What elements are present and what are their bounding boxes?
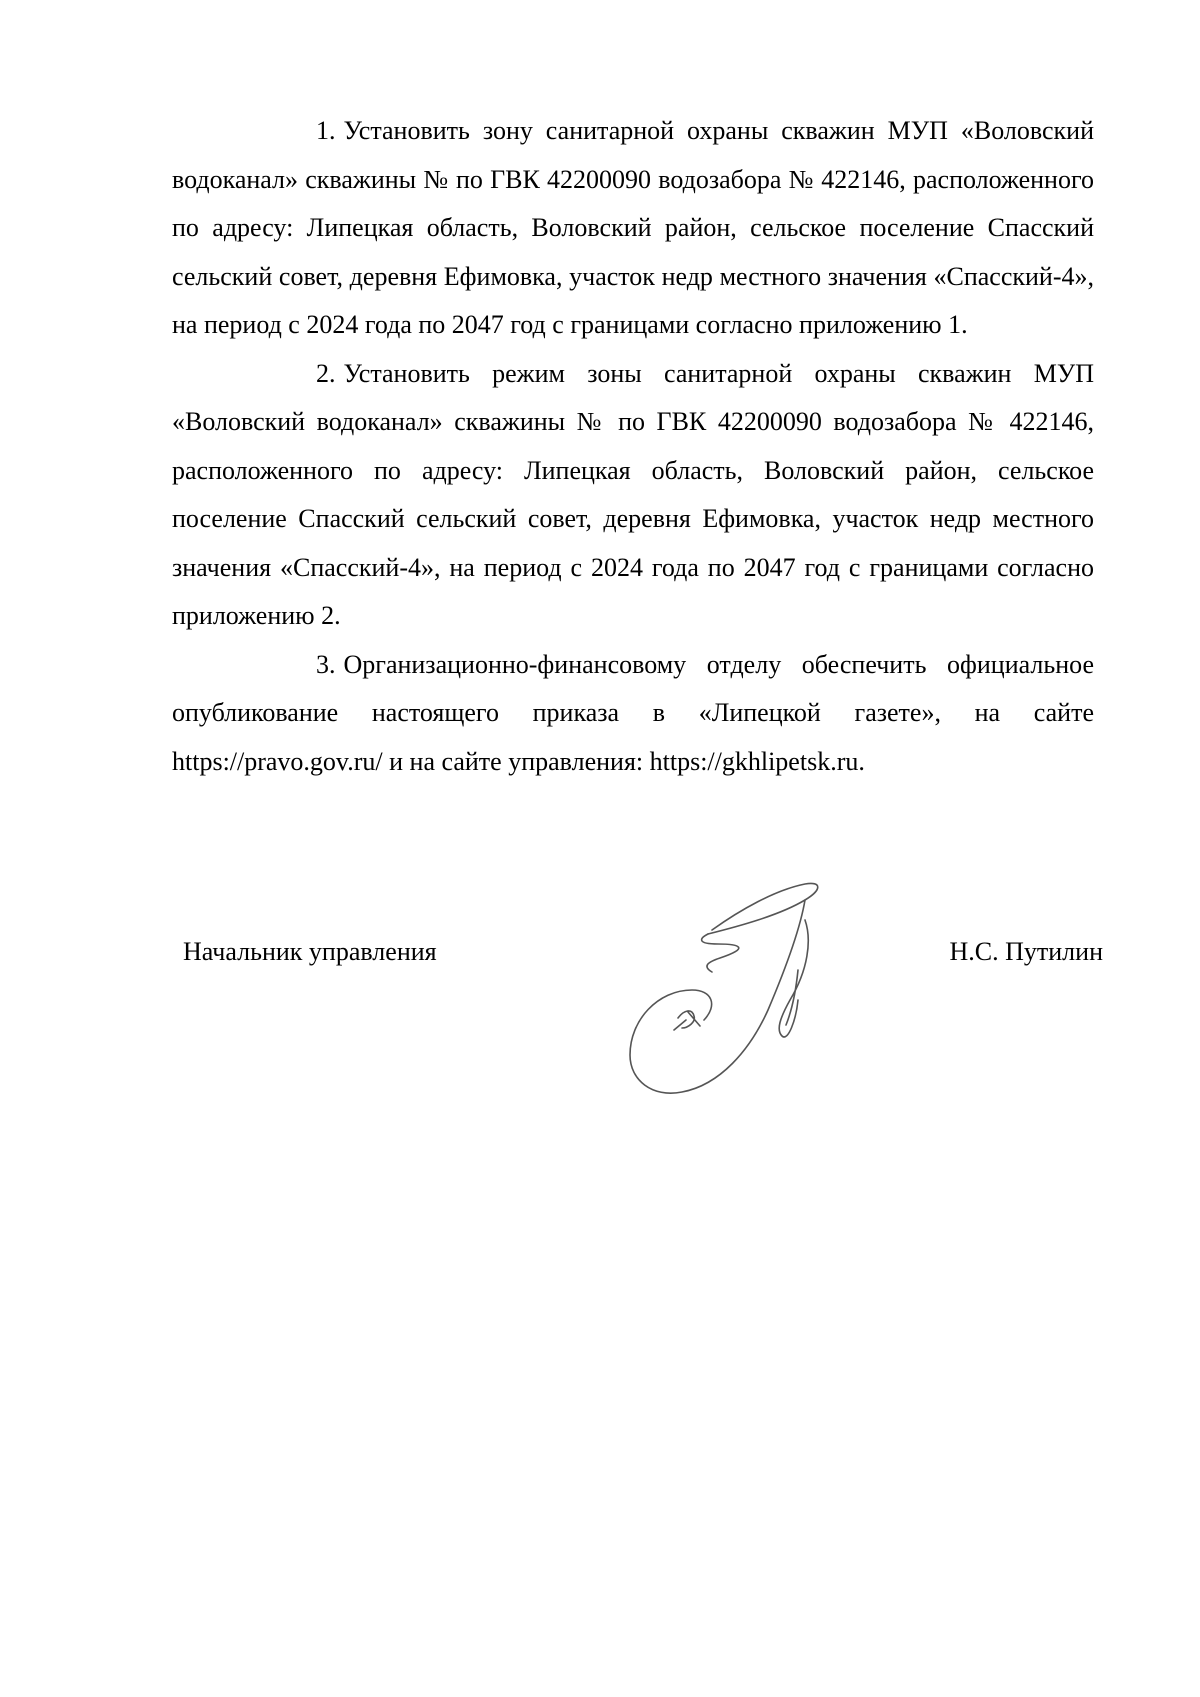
handwritten-signature-icon <box>600 860 840 1130</box>
signatory-name: Н.С. Путилин <box>949 937 1103 966</box>
paragraph-text: Организационно-финансовому отделу обеспечить официальное опубликование настоящего приказа в «Липецкой газете», на сайте https://pravo.gov.ru/ и на сайте управления: https://gkhlipetsk.ru. <box>172 649 1094 776</box>
document-body <box>172 107 1094 786</box>
paragraph-text: Установить зону санитарной охраны скважин МУП «Воловский водоканал» скважины № по ГВК 42200090 водозабора № 422146, расположенного по адресу: Липецкая область, Воловский район, сельское поселение Спасский сельский совет, деревня Ефимовка, участок недр местного значения «Спасский-4», на период с 2024 года по 2047 год с границами согласно приложению 1. <box>172 116 1094 339</box>
paragraph-number: 3. <box>316 649 336 679</box>
paragraph-text: Установить режим зоны санитарной охраны скважин МУП «Воловский водоканал» скважины № по ГВК 42200090 водозабора № 422146, расположенного по адресу: Липецкая область, Воловский район, сельское поселение Спасский сельский совет, деревня Ефимовка, участок недр местного значения «Спасский-4», на период с 2024 года по 2047 год с границами согласно приложению 2. <box>172 358 1094 630</box>
paragraph-number: 1. <box>316 116 336 145</box>
signatory-position: Начальник управления <box>183 937 437 966</box>
paragraph-3 <box>172 641 1094 787</box>
paragraph-1 <box>172 107 1094 350</box>
paragraph-2 <box>172 350 1094 641</box>
paragraph-number: 2. <box>316 358 336 388</box>
